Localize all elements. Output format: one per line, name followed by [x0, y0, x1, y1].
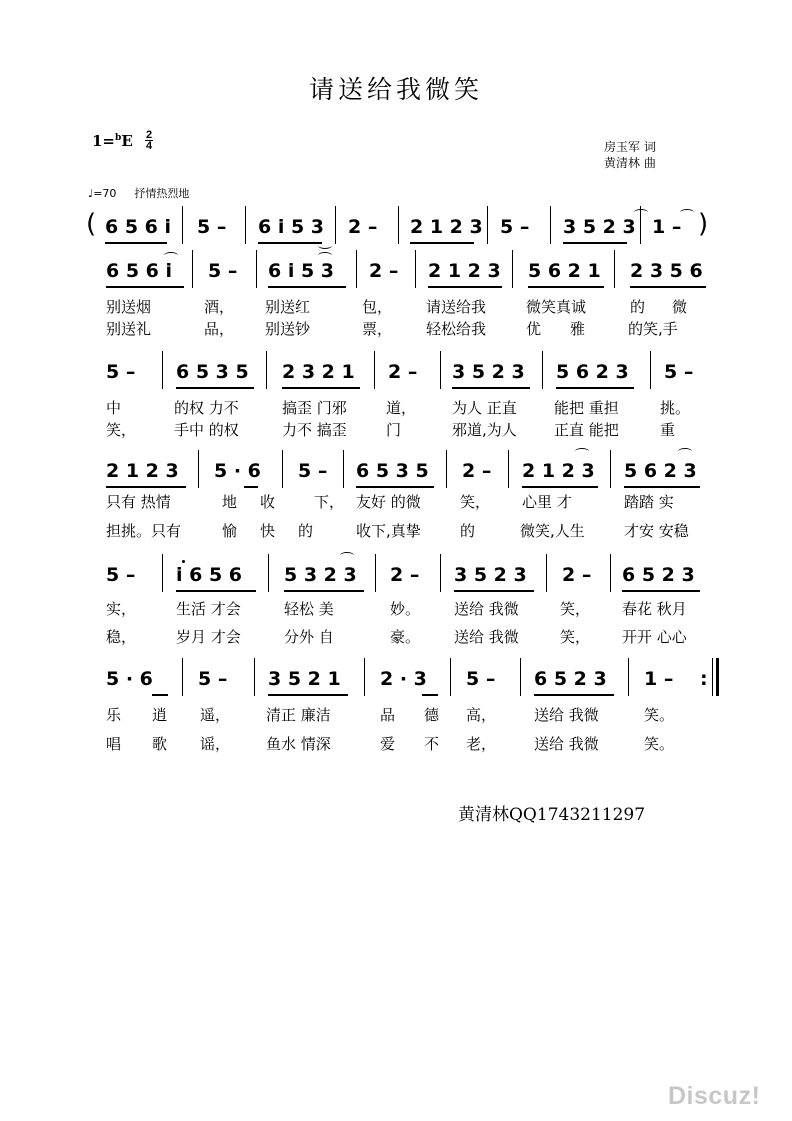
bar-line: [374, 351, 375, 389]
measure-notes: 5 6 2 3: [624, 460, 697, 482]
bar-line: [610, 554, 611, 592]
lyric-word: 下，: [314, 493, 345, 511]
lyric-word: 包，: [362, 298, 393, 316]
lyric-word: 收下,真挚: [356, 522, 421, 540]
meter-top: 2: [145, 129, 153, 141]
lyric-word: 老，: [466, 735, 497, 753]
lyric-word: 的: [298, 522, 314, 540]
underline: [410, 242, 474, 244]
high-octave-dot: [182, 560, 185, 563]
lyric-word: 笑。: [644, 735, 675, 753]
lyric-word: 分外 自: [284, 628, 334, 646]
bar-line: [343, 450, 344, 488]
lyric-word: 门: [386, 421, 402, 439]
measure-notes: 5 –: [106, 564, 136, 586]
underline: [422, 694, 438, 696]
lyric-word: 送给 我微: [534, 735, 599, 753]
underline: [556, 387, 634, 389]
bar-line: [550, 206, 551, 244]
bar-line: [356, 250, 357, 288]
lyric-word: 笑。: [644, 706, 675, 724]
composer-credit: 黄清林 曲: [604, 156, 656, 170]
lyric-word: 德: [424, 706, 440, 724]
bar-line: [266, 351, 267, 389]
measure-notes: 5 –: [208, 260, 238, 282]
lyric-word: 岁月 才会: [176, 628, 241, 646]
lyric-word: 地: [222, 493, 238, 511]
final-bar-thin: [712, 658, 713, 696]
lyric-word: 心里 才: [522, 493, 572, 511]
measure-notes: 3 5 2 3: [563, 216, 636, 238]
measure-notes: 5 · 6: [214, 460, 261, 482]
song-title: 请送给我微笑: [308, 75, 483, 104]
expression-mark: 抒情热烈地: [134, 187, 190, 200]
underline: [563, 242, 627, 244]
measure-notes: 2 –: [369, 260, 399, 282]
bar-line: [542, 351, 543, 389]
lyric-word: 清正 廉洁: [266, 706, 331, 724]
lyric-word: 乐: [106, 706, 122, 724]
measure-notes: 5 –: [664, 361, 694, 383]
measure-notes: 6 5 6 i: [105, 216, 172, 238]
bar-line: [182, 206, 183, 244]
bar-line: [628, 658, 629, 696]
bar-line: [610, 450, 611, 488]
lyric-word: 实，: [106, 600, 137, 618]
measure-notes: 6 5 2 3: [534, 668, 607, 690]
lyric-word: 送给 我微: [534, 706, 599, 724]
bar-line: [446, 450, 447, 488]
lyric-word: 遥，: [200, 706, 231, 724]
underline: [268, 286, 346, 288]
measure-notes: 5 –: [106, 361, 136, 383]
lyric-word: 请送给我: [426, 298, 487, 316]
lyric-word: 重: [660, 421, 676, 439]
slur: [680, 209, 694, 216]
bar-line: [508, 450, 509, 488]
underline: [454, 590, 534, 592]
lyric-word: 为人 正直: [452, 399, 517, 417]
lyric-word: 鱼水 情深: [266, 735, 331, 753]
lyric-word: 挑。: [660, 399, 691, 417]
close-paren: ): [698, 209, 709, 239]
lyric-word: 收: [260, 493, 276, 511]
measure-notes: 1 –: [644, 668, 674, 690]
underline: [268, 694, 348, 696]
lyric-word: 歌: [152, 735, 168, 753]
lyric-word: 中: [106, 399, 122, 417]
bar-line: [546, 554, 547, 592]
bar-line: [650, 351, 651, 389]
slur: [634, 209, 648, 216]
lyric-word: 稳，: [106, 628, 137, 646]
bar-line: [256, 250, 257, 288]
lyric-word: 开开 心心: [622, 628, 687, 646]
slur: [164, 252, 178, 259]
bar-line: [415, 250, 416, 288]
lyric-word: 品: [380, 706, 396, 724]
underline: [528, 286, 604, 288]
lyric-word: 微笑,人生: [520, 522, 585, 540]
underline: [284, 590, 364, 592]
lyric-word: 优: [526, 320, 542, 338]
underline: [258, 242, 322, 244]
lyric-word: 爱: [380, 735, 396, 753]
underline: [522, 486, 598, 488]
underline: [630, 286, 706, 288]
measure-notes: 6 i 5 3: [268, 260, 335, 282]
bar-line: [198, 450, 199, 488]
slur: [318, 252, 332, 259]
lyric-word: 酒，: [204, 298, 235, 316]
tempo-mark: ♩=70: [88, 187, 117, 200]
bar-line: [450, 658, 451, 696]
repeat-dots: :: [700, 668, 708, 690]
key-signature: [92, 132, 133, 150]
bar-line: [440, 554, 441, 592]
lyric-word: 力不 搞歪: [282, 421, 347, 439]
underline: [428, 286, 502, 288]
bar-line: [398, 206, 399, 244]
lyric-word: 逍: [152, 706, 168, 724]
lyric-word: 别送烟: [106, 298, 152, 316]
lyric-word: 别送钞: [265, 320, 311, 338]
lyric-word: 只有 热情: [106, 493, 171, 511]
bar-line: [364, 658, 365, 696]
key-prefix: 1=: [92, 132, 116, 150]
underline: [282, 387, 360, 389]
bar-line: [512, 250, 513, 288]
measure-notes: 3 5 2 3: [454, 564, 527, 586]
measure-notes: 5 3 2 3: [284, 564, 357, 586]
lyric-word: 担挑。只有: [106, 522, 182, 540]
final-bar-thick: [716, 658, 719, 696]
measure-notes: 2 3 5 6: [630, 260, 703, 282]
slur: [678, 448, 692, 455]
lyric-word: 唱: [106, 735, 122, 753]
underline: [244, 486, 258, 488]
bar-line: [614, 250, 615, 288]
underline: [152, 694, 168, 696]
measure-notes: 5 –: [298, 460, 328, 482]
lyric-word: 微: [672, 298, 688, 316]
measure-notes: 1 –: [652, 216, 682, 238]
lyric-word: 送给 我微: [454, 628, 519, 646]
bar-line: [487, 206, 488, 244]
lyric-word: 轻松给我: [426, 320, 487, 338]
measure-notes: 2 –: [562, 564, 592, 586]
underline: [624, 486, 700, 488]
underline: [356, 486, 434, 488]
lyric-word: 雅: [570, 320, 586, 338]
lyric-word: 谣，: [200, 735, 231, 753]
lyric-word: 笑，: [106, 421, 137, 439]
measure-notes: 6 5 2 3: [622, 564, 695, 586]
lyric-word: 品，: [204, 320, 235, 338]
measure-notes: 5 –: [466, 668, 496, 690]
arranger-signature: 黄清林QQ1743211297: [458, 805, 646, 825]
lyric-word: 不: [424, 735, 440, 753]
underline: [622, 590, 700, 592]
slur: [575, 448, 589, 455]
flat-sign: b: [115, 133, 122, 143]
lyric-word: 笑，: [560, 600, 591, 618]
bar-line: [520, 658, 521, 696]
measure-notes: 2 –: [462, 460, 492, 482]
lyricist-credit: 房玉军 词: [604, 140, 656, 154]
bar-line: [254, 658, 255, 696]
lyric-word: 搞歪 门邪: [282, 399, 347, 417]
bar-line: [268, 554, 269, 592]
bar-line: [245, 206, 246, 244]
time-signature: [145, 130, 153, 151]
lyric-word: 豪。: [390, 628, 421, 646]
measure-notes: 5 · 6: [106, 668, 153, 690]
lyric-word: 轻松 美: [284, 600, 334, 618]
measure-notes: 3 5 2 1: [268, 668, 341, 690]
underline: [176, 387, 254, 389]
lyric-word: 快: [260, 522, 276, 540]
key-note: E: [121, 132, 133, 150]
lyric-word: 正直 能把: [554, 421, 619, 439]
lyric-word: 笑，: [460, 493, 491, 511]
underline: [176, 590, 256, 592]
lyric-word: 高，: [466, 706, 497, 724]
lyric-word: 道，: [386, 399, 417, 417]
measure-notes: 6 5 6 i: [106, 260, 173, 282]
lyric-word: 能把 重担: [554, 399, 619, 417]
bar-line: [182, 658, 183, 696]
lyric-word: 生活 才会: [176, 600, 241, 618]
lyric-word: 票，: [362, 320, 393, 338]
bar-line: [375, 554, 376, 592]
measure-notes: 3 5 2 3: [452, 361, 525, 383]
underline: [106, 486, 186, 488]
lyric-word: 妙。: [390, 600, 421, 618]
meter-bottom: 4: [145, 140, 153, 152]
bar-line: [335, 206, 336, 244]
measure-notes: 2 1 2 3: [106, 460, 179, 482]
lyric-word: 的权 力不: [174, 399, 239, 417]
measure-notes: 5 –: [198, 668, 228, 690]
lyric-word: 手中 的权: [174, 421, 239, 439]
watermark-logo: Discuz!: [668, 1082, 761, 1110]
underline: [534, 694, 614, 696]
measure-notes: 2 1 2 3: [410, 216, 483, 238]
lyric-word: 春花 秋月: [622, 600, 687, 618]
lyric-word: 友好 的微: [356, 493, 421, 511]
lyric-word: 别送红: [265, 298, 311, 316]
bar-line: [440, 351, 441, 389]
tempo-marking: [88, 185, 189, 201]
measure-notes: 2 –: [388, 361, 418, 383]
lyric-word: 邪道,为人: [452, 421, 517, 439]
lyric-word: 才安 安稳: [624, 522, 689, 540]
measure-notes: 5 –: [500, 216, 530, 238]
measure-notes: 2 –: [348, 216, 378, 238]
bar-line: [282, 450, 283, 488]
underline: [106, 286, 184, 288]
tie: [318, 242, 332, 249]
slur: [340, 552, 354, 559]
underline: [452, 387, 530, 389]
lyric-word: 别送礼: [106, 320, 152, 338]
measure-notes: 2 3 2 1: [282, 361, 355, 383]
measure-notes: 6 i 5 3: [258, 216, 325, 238]
measure-notes: 2 1 2 3: [428, 260, 501, 282]
lyric-word: 的笑,手: [628, 320, 678, 338]
lyric-word: 微笑真诚: [526, 298, 587, 316]
underline: [105, 242, 167, 244]
lyric-word: 送给 我微: [454, 600, 519, 618]
measure-notes: 6 5 3 5: [176, 361, 249, 383]
measure-notes: i 6 5 6: [176, 564, 243, 586]
measure-notes: 5 6 2 1: [528, 260, 601, 282]
bar-line: [162, 554, 163, 592]
lyric-word: 的: [630, 298, 646, 316]
lyric-word: 踏踏 实: [624, 493, 674, 511]
measure-notes: 5 –: [197, 216, 227, 238]
bar-line: [162, 351, 163, 389]
measure-notes: 2 –: [390, 564, 420, 586]
measure-notes: 2 · 3: [380, 668, 427, 690]
measure-notes: 5 6 2 3: [556, 361, 629, 383]
open-paren: (: [86, 209, 97, 239]
lyric-word: 笑，: [560, 628, 591, 646]
bar-line: [192, 250, 193, 288]
lyric-word: 愉: [222, 522, 238, 540]
measure-notes: 2 1 2 3: [522, 460, 595, 482]
measure-notes: 6 5 3 5: [356, 460, 429, 482]
lyric-word: 的: [460, 522, 476, 540]
